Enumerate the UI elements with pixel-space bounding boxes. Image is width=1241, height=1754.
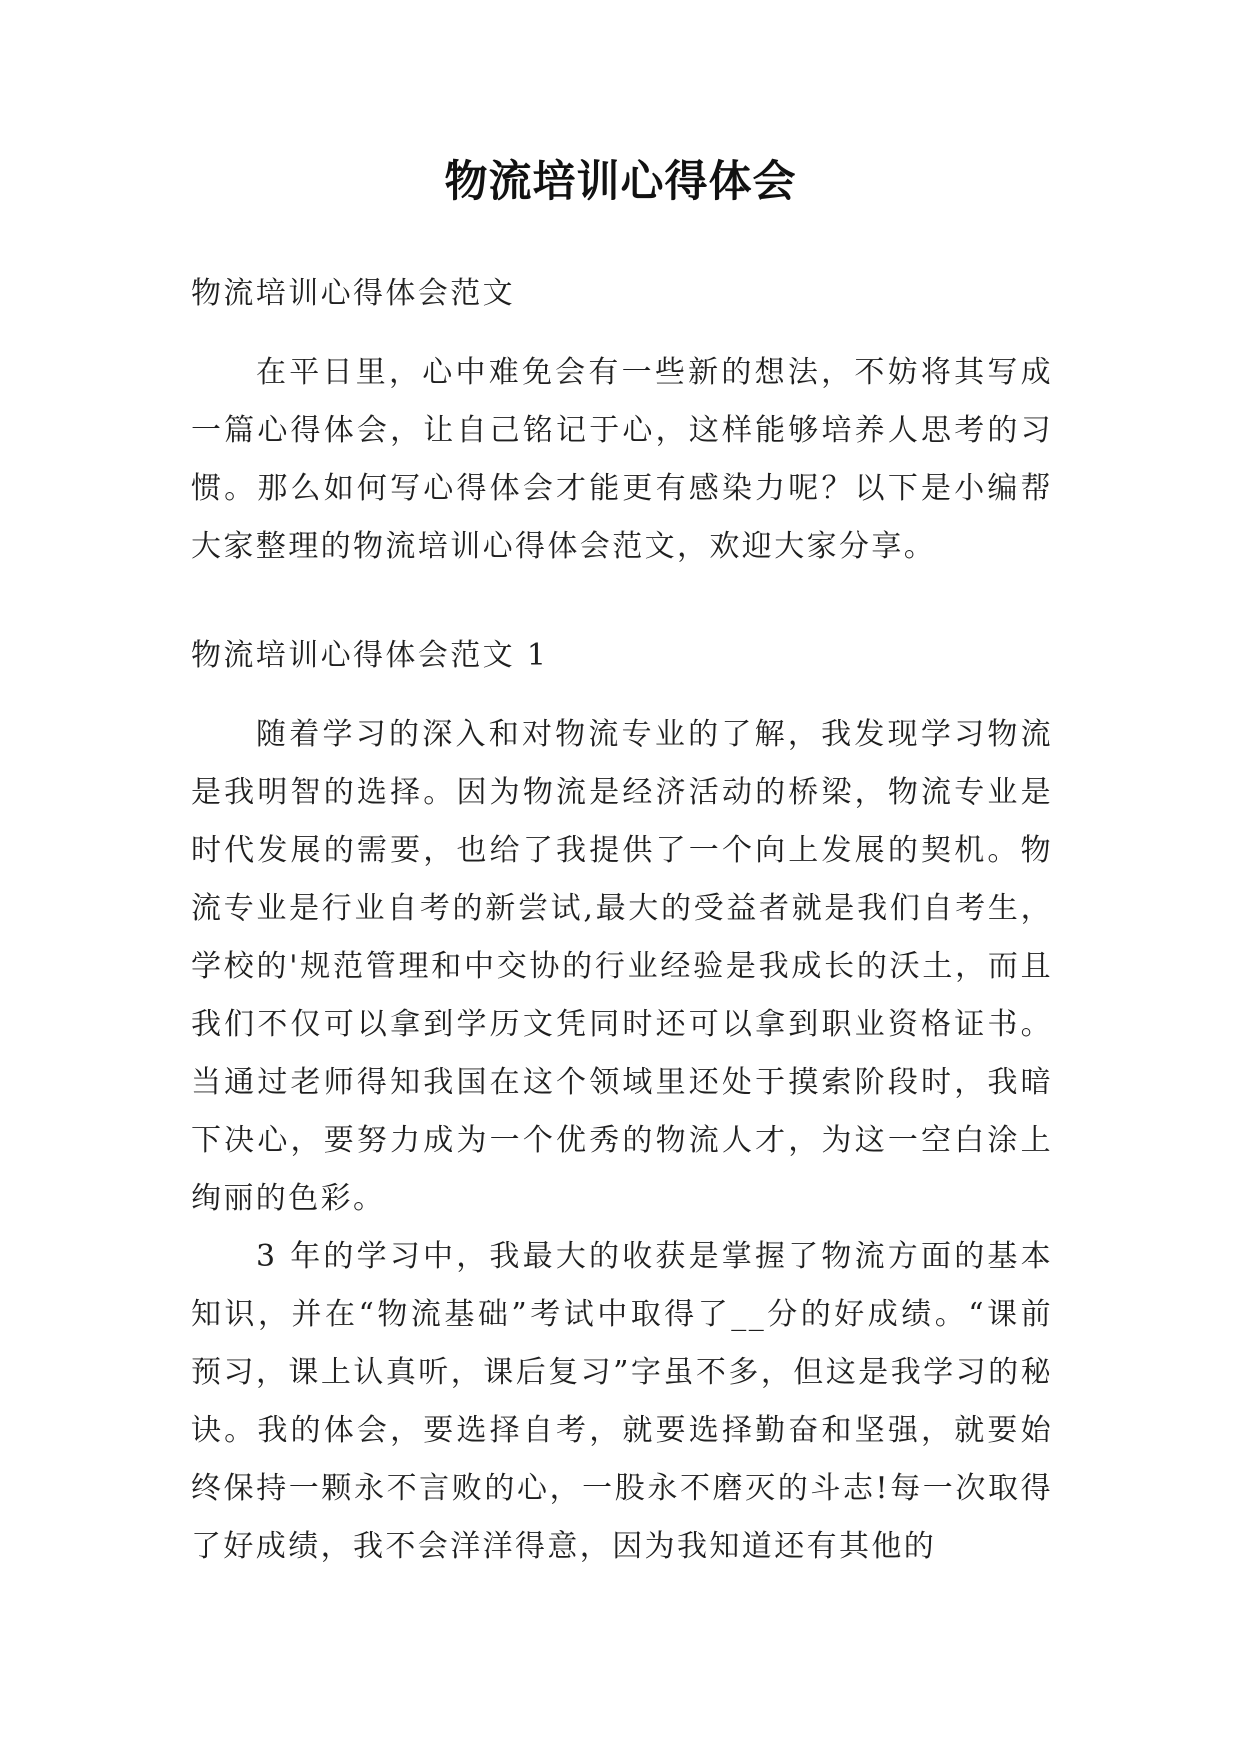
section1-paragraph-2: 3 年的学习中，我最大的收获是掌握了物流方面的基本知识，并在“物流基础”考试中取得了__分的好成绩。“课前预习，课上认真听，课后复习”字虽不多，但这是我学习的秘诀。我的体会，要选择自考，就要选择勤奋和坚强，就要始终保持一颗永不言败的心，一股永不磨灭的斗志!每一次取得了好成绩，我不会洋洋得意，因为我知道还有其他的 [191,1239,1053,1564]
section1-paragraph-1: 随着学习的深入和对物流专业的了解，我发现学习物流是我明智的选择。因为物流是经济活动的桥梁，物流专业是时代发展的需要，也给了我提供了一个向上发展的契机。物流专业是行业自考的新尝试,最大的受益者就是我们自考生，学校的'规范管理和中交协的行业经验是我成长的沃土，而且我们不仅可以拿到学历文凭同时还可以拿到职业资格证书。当通过老师得知我国在这个领域里还处于摸索阶段时，我暗下决心，要努力成为一个优秀的物流人才，为这一空白涂上绚丽的色彩。 [191,717,1053,1216]
section1-heading: 物流培训心得体会范文 1 [191,638,549,673]
intro-heading: 物流培训心得体会范文 [191,276,515,311]
intro-paragraph: 在平日里，心中难免会有一些新的想法，不妨将其写成一篇心得体会，让自己铭记于心，这样能够培养人思考的习惯。那么如何写心得体会才能更有感染力呢？以下是小编帮大家整理的物流培训心得体会范文，欢迎大家分享。 [191,355,1053,564]
section1-body [191,706,1053,1576]
page-title: 物流培训心得体会 [444,157,797,207]
intro-body [191,344,1053,576]
